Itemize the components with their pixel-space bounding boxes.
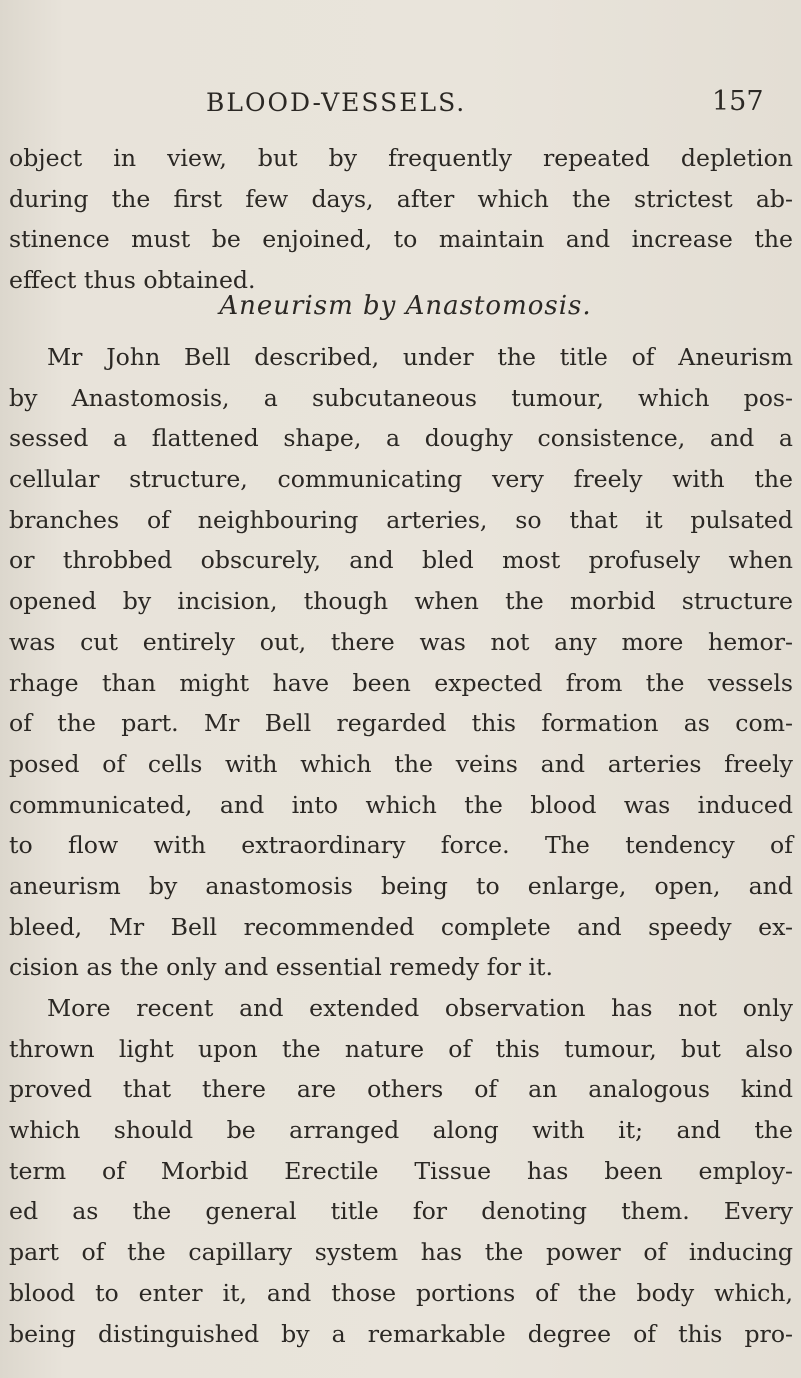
text-line: cision as the only and essential remedy for it. bbox=[9, 953, 553, 982]
text-line: sessed a flattened shape, a doughy consistence, and a bbox=[9, 424, 793, 453]
text-line: being distinguished by a remarkable degree of this pro- bbox=[9, 1319, 793, 1348]
text-line: cellular structure, communicating very freely with the bbox=[9, 465, 793, 494]
continued-paragraph bbox=[9, 138, 793, 301]
running-head-title: BLOOD-VESSELS. bbox=[206, 88, 467, 117]
text-line: term of Morbid Erectile Tissue has been employ- bbox=[9, 1156, 793, 1185]
text-line: object in view, but by frequently repeated depletion bbox=[9, 144, 793, 172]
text-line: opened by incision, though when the morbid structure bbox=[9, 587, 793, 616]
section-heading: Aneurism by Anastomosis. bbox=[219, 291, 592, 321]
text-line: during the first few days, after which the strictest ab- bbox=[9, 184, 793, 213]
text-line: aneurism by anastomosis being to enlarge, open, and bbox=[9, 871, 793, 900]
text-line: by Anastomosis, a subcutaneous tumour, which pos- bbox=[9, 383, 793, 412]
section-body bbox=[9, 337, 793, 1354]
text-line: communicated, and into which the blood was induced bbox=[9, 790, 793, 819]
text-line: rhage than might have been expected from the vessels bbox=[9, 668, 793, 697]
text-line: blood to enter it, and those portions of the body which, bbox=[9, 1278, 793, 1307]
text-line: thrown light upon the nature of this tumour, but also bbox=[9, 1034, 793, 1063]
page-number: 157 bbox=[712, 86, 764, 117]
text-line: More recent and extended observation has not only bbox=[47, 994, 793, 1022]
text-line: Mr John Bell described, under the title of Aneurism bbox=[47, 343, 793, 371]
text-line: part of the capillary system has the power of inducing bbox=[9, 1238, 793, 1267]
text-line: of the part. Mr Bell regarded this formation as com- bbox=[9, 709, 793, 738]
text-line: to flow with extraordinary force. The tendency of bbox=[9, 831, 793, 860]
text-line: which should be arranged along with it; and the bbox=[9, 1116, 793, 1145]
text-line: was cut entirely out, there was not any more hemor- bbox=[9, 627, 793, 656]
text-line: bleed, Mr Bell recommended complete and speedy ex- bbox=[9, 912, 793, 941]
text-line: branches of neighbouring arteries, so that it pulsated bbox=[9, 505, 793, 534]
running-head bbox=[0, 84, 801, 124]
text-line: or throbbed obscurely, and bled most profusely when bbox=[9, 546, 793, 575]
text-line: posed of cells with which the veins and arteries freely bbox=[9, 749, 793, 778]
text-line: stinence must be enjoined, to maintain and increase the bbox=[9, 225, 793, 254]
text-line: proved that there are others of an analogous kind bbox=[9, 1075, 793, 1104]
text-line: effect thus obtained. bbox=[9, 266, 256, 295]
text-line: ed as the general title for denoting them. Every bbox=[9, 1197, 793, 1226]
